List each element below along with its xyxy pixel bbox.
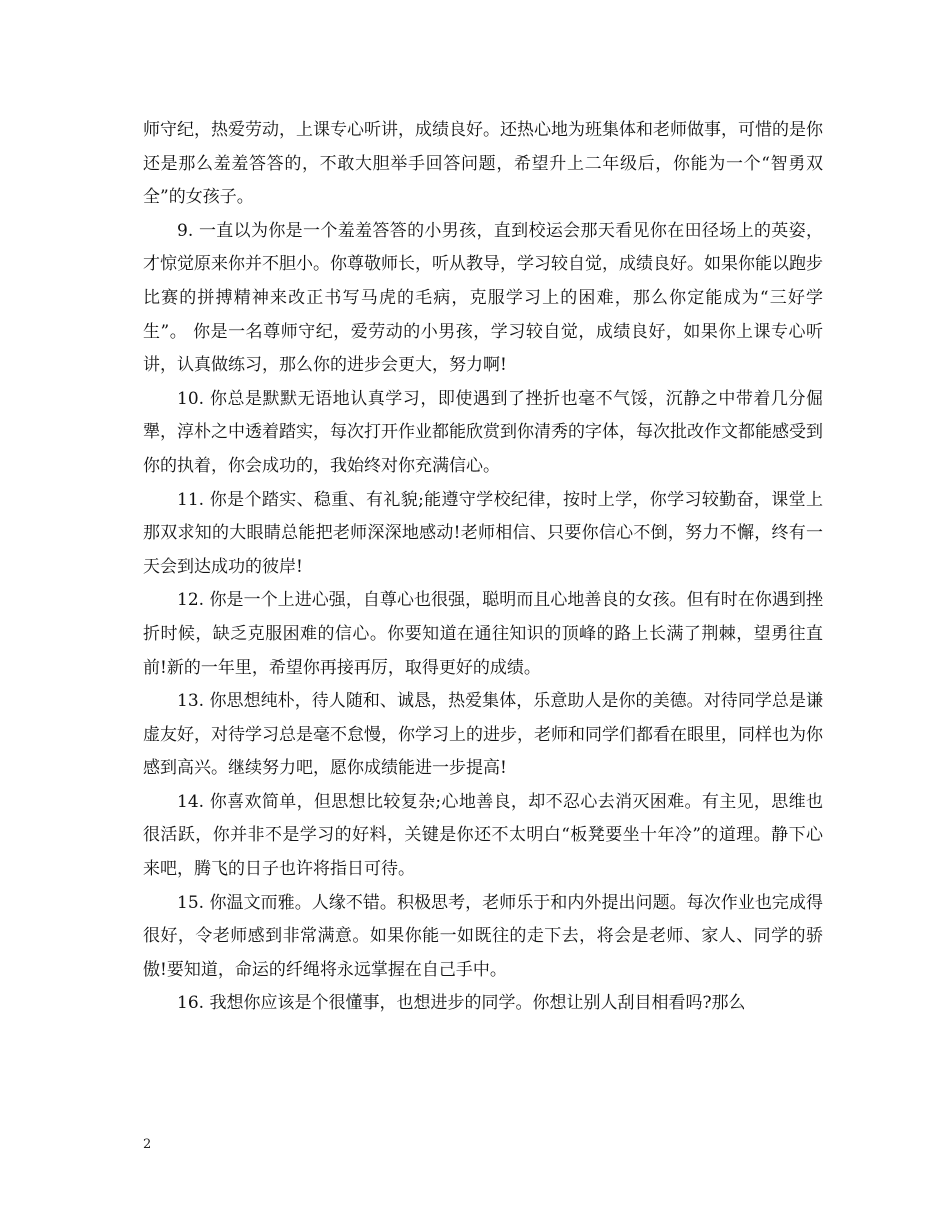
- paragraph-15: 15. 你温文而雅。人缘不错。积极思考，老师乐于和内外提出问题。每次作业也完成得很好，令老师感到非常满意。如果你能一如既往的走下去，将会是老师、家人、同学的骄傲!要知道，命运的纤绳将永远掌握在自己手中。: [143, 892, 823, 980]
- page-number: 2: [143, 1137, 152, 1152]
- paragraph-12: 12. 你是一个上进心强，自尊心也很强，聪明而且心地善良的女孩。但有时在你遇到挫折时候，缺乏克服困难的信心。你要知道在通往知识的顶峰的路上长满了荆棘，望勇往直前!新的一年里，希望你再接再厉，取得更好的成绩。: [143, 590, 823, 678]
- paragraph-13: 13. 你思想纯朴，待人随和、诚恳，热爱集体，乐意助人是你的美德。对待同学总是谦虚友好，对待学习总是毫不怠慢，你学习上的进步，老师和同学们都看在眼里，同样也为你感到高兴。继续努力吧，愿你成绩能进一步提高!: [143, 691, 823, 779]
- document-body: [143, 114, 823, 1021]
- paragraph-10: 10. 你总是默默无语地认真学习，即使遇到了挫折也毫不气馁，沉静之中带着几分倔犟，淳朴之中透着踏实，每次打开作业都能欣赏到你清秀的字体，每次批改作文都能感受到你的执着，你会成功的，我始终对你充满信心。: [143, 388, 823, 476]
- paragraph-9: 9. 一直以为你是一个羞羞答答的小男孩，直到校运会那天看见你在田径场上的英姿，才惊觉原来你并不胆小。你尊敬师长，听从教导，学习较自觉，成绩良好。如果你能以跑步比赛的拼搏精神来改正书写马虎的毛病，克服学习上的困难，那么你定能成为“三好学生”。 你是一名尊师守纪，爱劳动的小男孩，学习较自觉，成绩良好，如果你上课专心听讲，认真做练习，那么你的进步会更大，努力啊!: [143, 220, 823, 376]
- paragraph-11: 11. 你是个踏实、稳重、有礼貌;能遵守学校纪律，按时上学，你学习较勤奋，课堂上那双求知的大眼睛总能把老师深深地感动!老师相信、只要你信心不倒，努力不懈，终有一天会到达成功的彼岸!: [143, 489, 823, 577]
- paragraph-14: 14. 你喜欢简单，但思想比较复杂;心地善良，却不忍心去消灭困难。有主见，思维也很活跃，你并非不是学习的好料，关键是你还不太明白“板凳要坐十年冷”的道理。静下心来吧，腾飞的日子也许将指日可待。: [143, 791, 823, 880]
- paragraph-16: 16. 我想你应该是个很懂事，也想进步的同学。你想让别人刮目相看吗?那么: [177, 993, 746, 1014]
- paragraph-continued: 师守纪，热爱劳动，上课专心听讲，成绩良好。还热心地为班集体和老师做事，可惜的是你还是那么羞羞答答的，不敢大胆举手回答问题，希望升上二年级后，你能为一个“智勇双全”的女孩子。: [143, 120, 823, 208]
